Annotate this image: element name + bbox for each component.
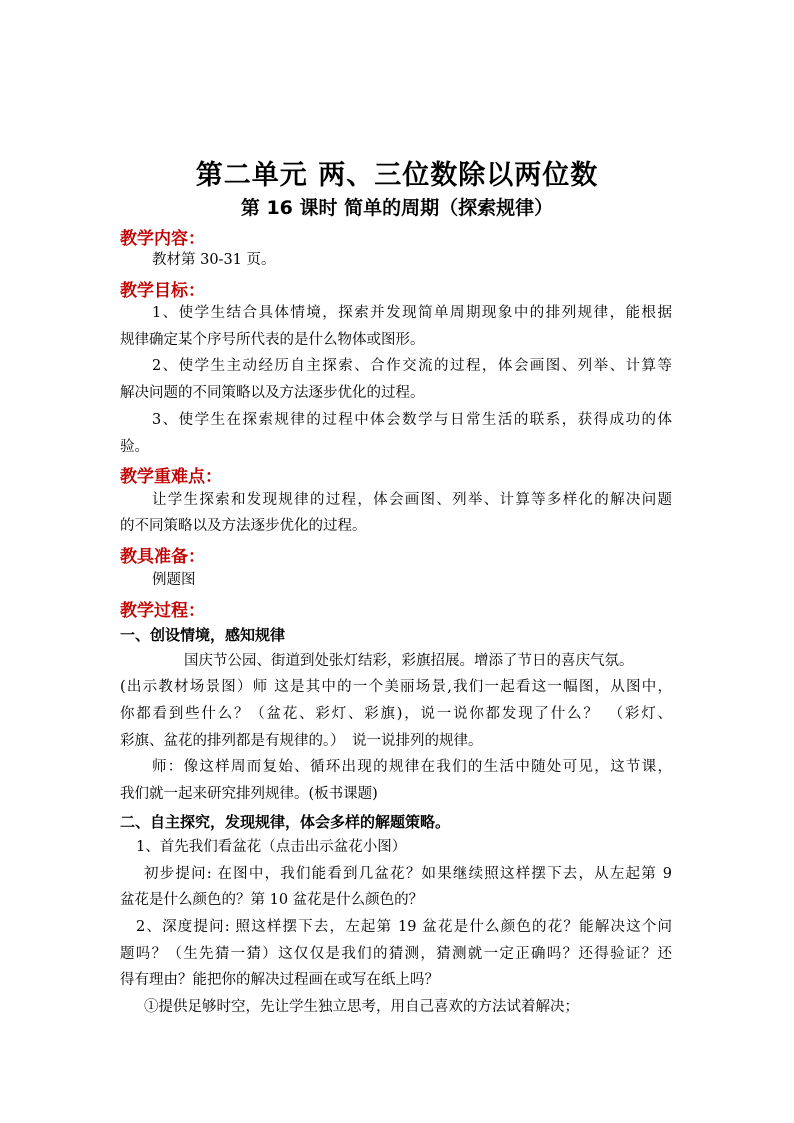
part-1-line-2: (出示教材场景图）师 这是其中的一个美丽场景,我们一起看这一幅图，从图中，	[120, 679, 672, 695]
key-points-line-2: 的不同策略以及方法逐步优化的过程。	[120, 518, 367, 534]
part-1-line-6: 我们就一起来研究排列规律。(板书课题)	[120, 786, 378, 802]
lesson-subtitle: 第 16 课时 简单的周期（探索规律）	[240, 197, 554, 219]
part-2-heading: 二、自主探究，发现规律，体会多样的解题策略。	[120, 813, 451, 831]
part-1-heading: 一、创设情境，感知规律	[120, 626, 286, 644]
objective-2-line-2: 解决问题的不同策略以及方法逐步优化的过程。	[120, 385, 425, 401]
part-2-line-7: ①提供足够时空，先让学生独立思考，用自己喜欢的方法试着解决；	[144, 999, 579, 1015]
part-1-line-5: 师：像这样周而复始、循环出现的规律在我们的生活中随处可见，这节课，	[152, 759, 672, 775]
objective-2-line-1: 2、使学生主动经历自主探索、合作交流的过程，体会画图、列举、计算等	[152, 358, 672, 374]
part-2-line-4: 2、深度提问: 照这样摆下去，左起第 19 盆花是什么颜色的花？能解决这个问	[136, 919, 672, 935]
part-2-line-1: 1、首先我们看盆花（点击出示盆花小图）	[136, 839, 407, 855]
section-heading-objectives: 教学目标：	[120, 281, 205, 301]
section-heading-key-points: 教学重难点：	[120, 467, 222, 487]
part-2-line-2: 初步提问: 在图中，我们能看到几盆花？如果继续照这样摆下去，从左起第 9	[144, 866, 672, 882]
part-2-line-5: 题吗？（生先猜一猜）这仅仅是我们的猜测，猜测就一定正确吗？还得验证？还	[120, 946, 672, 962]
objective-1-line-2: 规律确定某个序号所代表的是什么物体或图形。	[120, 332, 425, 348]
materials-text: 例题图	[152, 572, 196, 588]
section-heading-content: 教学内容：	[120, 229, 205, 249]
section-heading-materials: 教具准备：	[120, 547, 205, 567]
section-heading-process: 教学过程：	[120, 601, 205, 621]
unit-title: 第二单元 两、三位数除以两位数	[195, 160, 599, 191]
objective-1-line-1: 1、使学生结合具体情境，探索并发现简单周期现象中的排列规律，能根据	[152, 305, 672, 321]
objective-3-line-1: 3、使学生在探索规律的过程中体会数学与日常生活的联系，获得成功的体	[152, 412, 672, 428]
part-1-line-1: 国庆节公园、街道到处张灯结彩，彩旗招展。增添了节日的喜庆气氛。	[184, 653, 634, 669]
part-1-line-4: 彩旗、盆花的排列都是有规律的。） 说一说排列的规律。	[120, 733, 483, 749]
part-2-line-6: 得有理由？能把你的解决过程画在或写在纸上吗？	[120, 972, 439, 988]
key-points-line-1: 让学生探索和发现规律的过程，体会画图、列举、计算等多样化的解决问题	[152, 492, 672, 508]
objective-3-line-2: 验。	[120, 439, 149, 455]
part-1-line-3: 你都看到些什么？（盆花、彩灯、彩旗)，说一说你都发现了什么？ （彩灯、	[120, 706, 672, 722]
part-2-line-3: 盆花是什么颜色的？第 10 盆花是什么颜色的？	[120, 892, 424, 908]
content-text: 教材第 30-31 页。	[152, 252, 276, 268]
